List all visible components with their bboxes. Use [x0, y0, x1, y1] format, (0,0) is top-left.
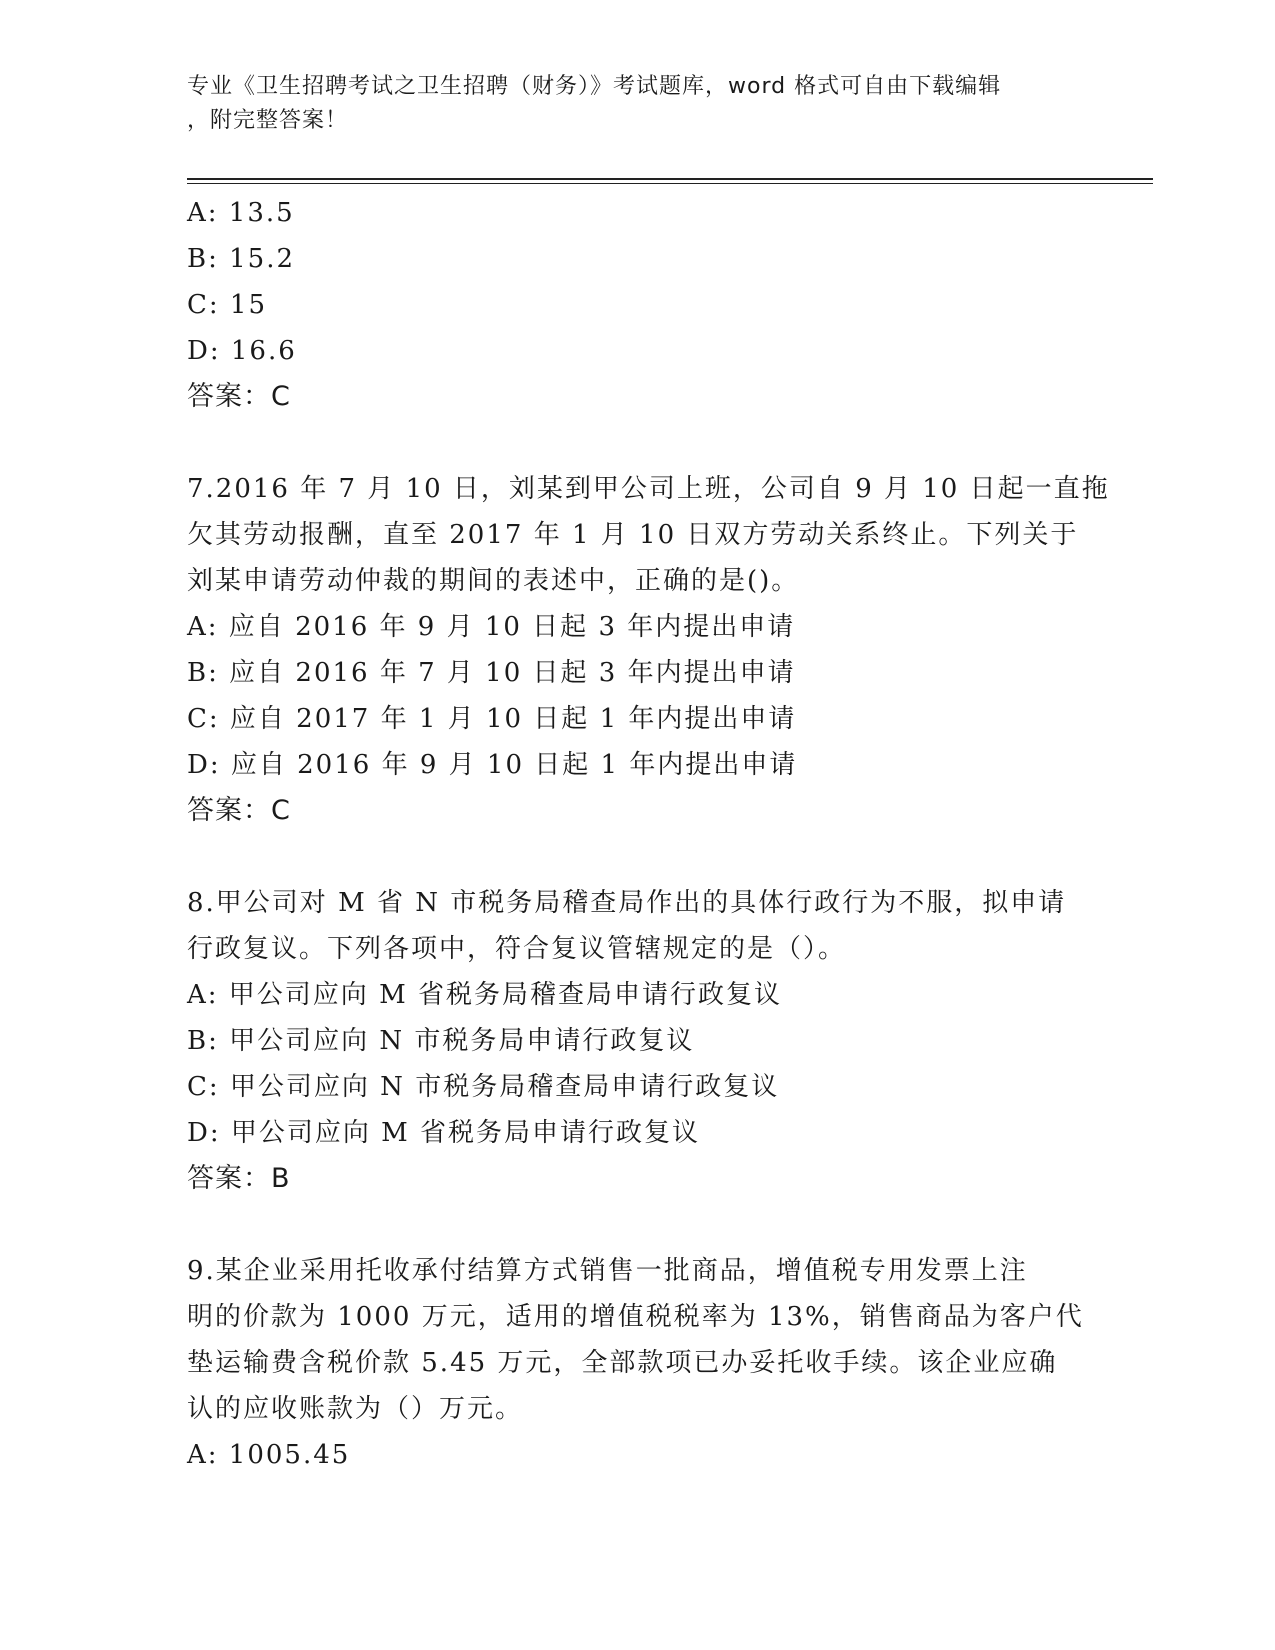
header-title-line1: 专业《卫生招聘考试之卫生招聘（财务）》考试题库，word 格式可自由下载编辑	[187, 74, 1002, 99]
option-a: A: 13.5	[187, 198, 295, 228]
option-d: D: 16.6	[187, 336, 297, 366]
question-text-line: 欠其劳动报酬，直至 2017 年 1 月 10 日双方劳动关系终止。下列关于	[187, 520, 1079, 550]
option-c: C: 应自 2017 年 1 月 10 日起 1 年内提出申请	[187, 704, 797, 734]
question-7	[187, 466, 1110, 834]
option-b: B: 应自 2016 年 7 月 10 日起 3 年内提出申请	[187, 658, 796, 688]
question-text-line: 认的应收账款为（）万元。	[187, 1394, 524, 1424]
question-text-line: 9.某企业采用托收承付结算方式销售一批商品，增值税专用发票上注	[187, 1256, 1028, 1286]
question-text-line: 7.2016 年 7 月 10 日，刘某到甲公司上班，公司自 9 月 10 日起一直拖	[187, 474, 1110, 504]
answer: 答案：C	[187, 381, 291, 412]
option-c: C: 甲公司应向 N 市税务局稽查局申请行政复议	[187, 1072, 780, 1102]
question-text-line: 垫运输费含税价款 5.45 万元，全部款项已办妥托收手续。该企业应确	[187, 1348, 1058, 1378]
option-d: D: 甲公司应向 M 省税务局申请行政复议	[187, 1118, 701, 1148]
document-header	[187, 70, 1067, 138]
question-6-continued	[187, 190, 1087, 420]
question-text-line: 8.甲公司对 M 省 N 市税务局稽查局作出的具体行政行为不服，拟申请	[187, 888, 1067, 918]
option-b: B: 15.2	[187, 244, 296, 274]
option-a: A: 1005.45	[187, 1440, 351, 1470]
option-c: C: 15	[187, 290, 268, 320]
question-8	[187, 880, 1087, 1202]
question-text-line: 刘某申请劳动仲裁的期间的表述中，正确的是()。	[187, 566, 800, 596]
question-list	[187, 190, 1110, 1478]
header-title-line2: ，附完整答案！	[187, 108, 349, 133]
answer: 答案：B	[187, 1163, 291, 1194]
header-divider-thin	[187, 183, 1153, 184]
answer: 答案：C	[187, 795, 291, 826]
option-d: D: 应自 2016 年 9 月 10 日起 1 年内提出申请	[187, 750, 798, 780]
option-a: A: 甲公司应向 M 省税务局稽查局申请行政复议	[187, 980, 782, 1010]
question-text-line: 明的价款为 1000 万元，适用的增值税税率为 13%，销售商品为客户代	[187, 1302, 1084, 1332]
question-text-line: 行政复议。下列各项中，符合复议管辖规定的是（）。	[187, 934, 847, 964]
option-b: B: 甲公司应向 N 市税务局申请行政复议	[187, 1026, 695, 1056]
question-9	[187, 1248, 1087, 1478]
option-a: A: 应自 2016 年 9 月 10 日起 3 年内提出申请	[187, 612, 796, 642]
header-divider	[187, 178, 1153, 180]
